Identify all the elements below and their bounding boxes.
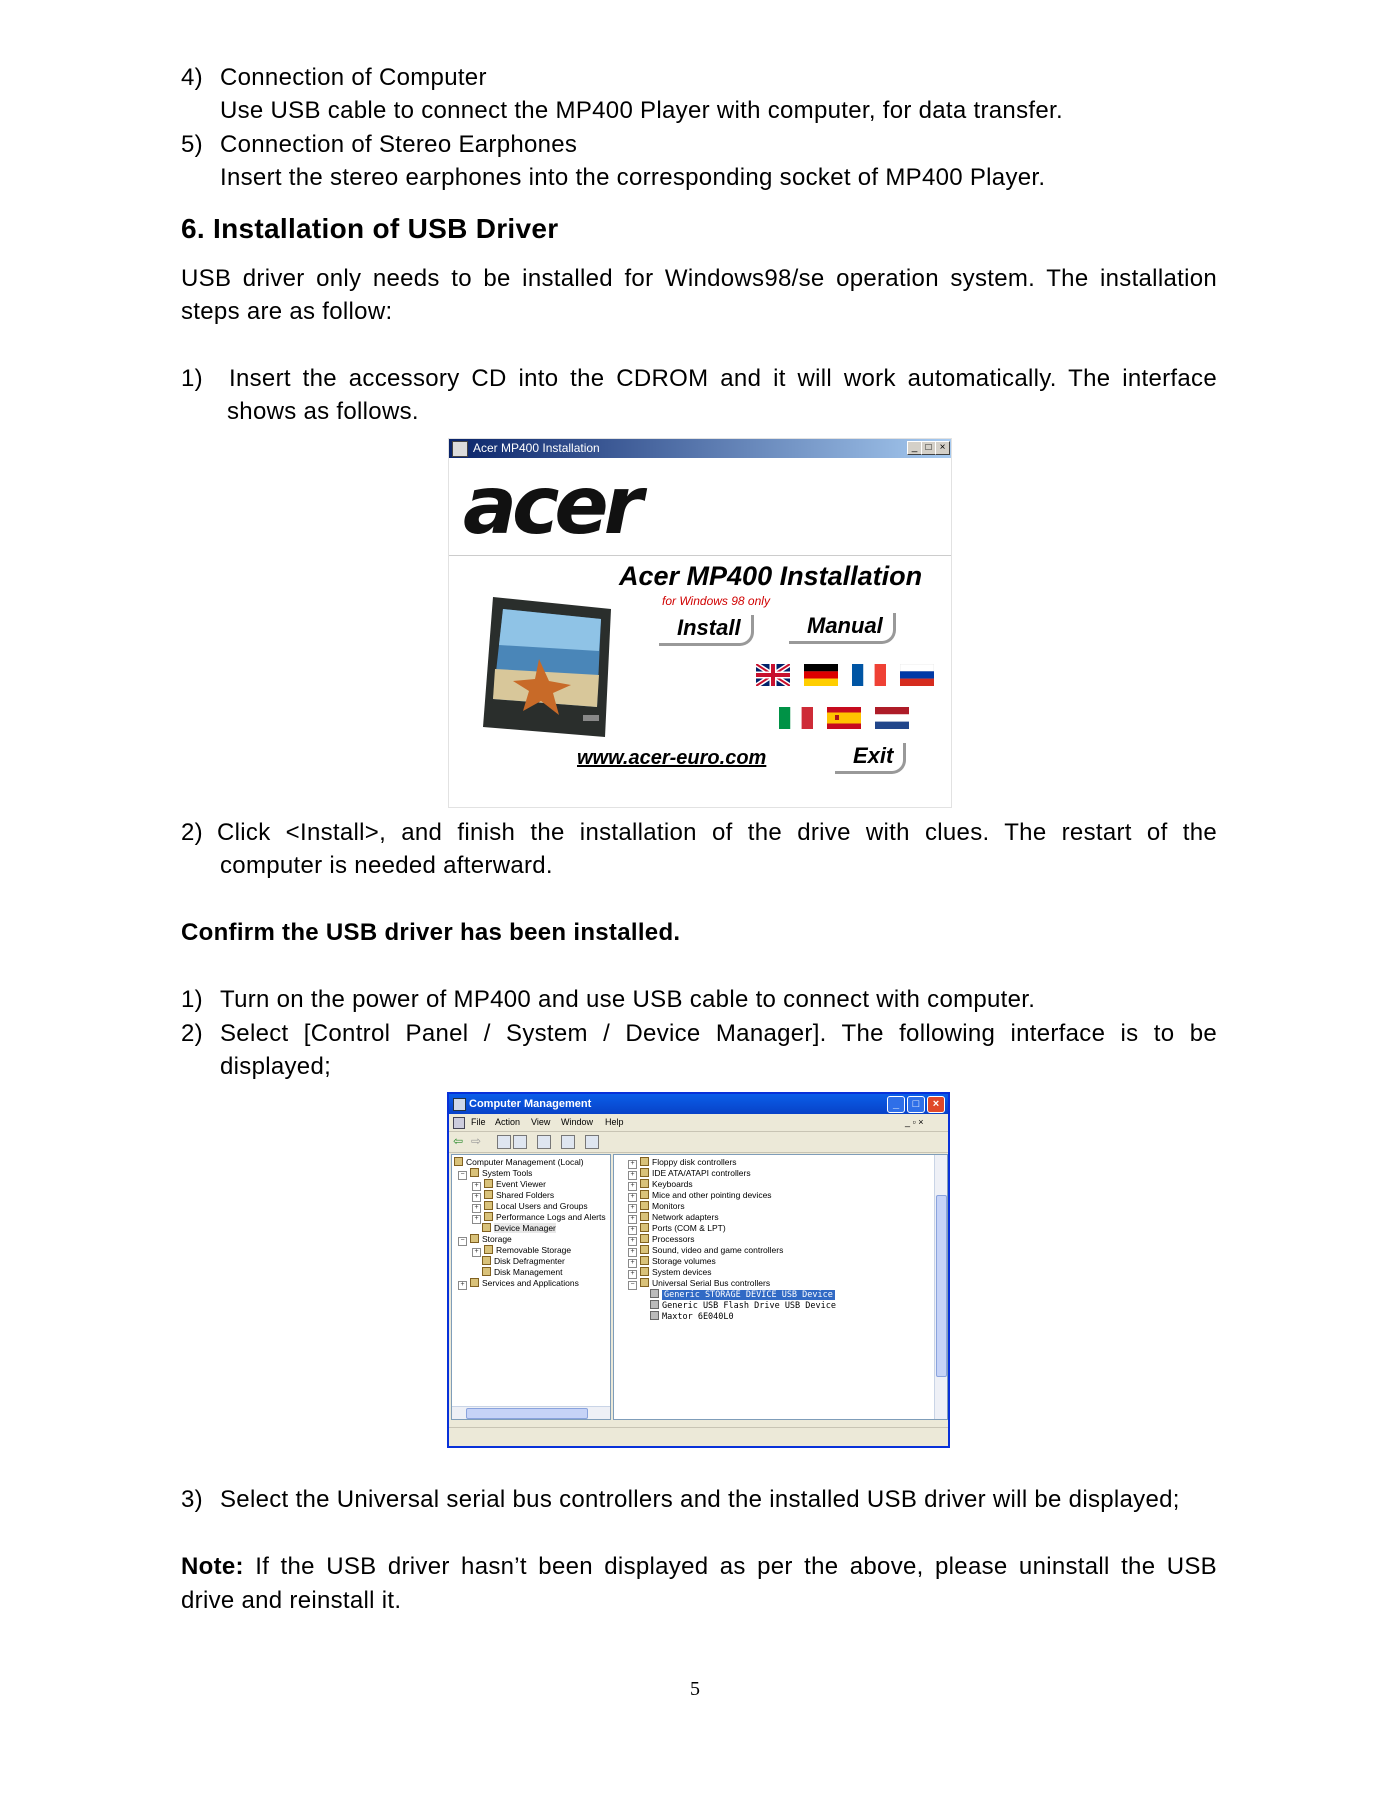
usb-device[interactable]: Maxtor 6E040L0 <box>650 1311 734 1323</box>
item-5-number: 5) <box>181 131 203 158</box>
device-category[interactable]: + Monitors <box>628 1201 685 1213</box>
back-arrow-icon[interactable]: ⇦ <box>453 1134 464 1148</box>
item-4-number: 4) <box>181 64 203 91</box>
print-icon[interactable] <box>537 1135 551 1149</box>
show-tree-icon[interactable] <box>513 1135 527 1149</box>
tree-node[interactable]: + Removable Storage <box>472 1245 571 1257</box>
item-5-body: Insert the stereo earphones into the corresponding socket of MP400 Player. <box>220 164 1046 191</box>
section-heading: 6. Installation of USB Driver <box>181 213 559 244</box>
installer-heading: Acer MP400 Installation <box>619 561 923 591</box>
confirm-step-1-number: 1) <box>181 986 203 1013</box>
tree-node[interactable]: + Performance Logs and Alerts <box>472 1212 606 1224</box>
uk-flag-icon[interactable] <box>756 664 790 686</box>
france-flag-icon[interactable] <box>852 664 886 686</box>
device-category[interactable]: + Keyboards <box>628 1179 693 1191</box>
exit-button[interactable]: Exit <box>835 743 906 774</box>
russia-flag-icon[interactable] <box>900 664 934 686</box>
confirm-step-2-number: 2) <box>181 1020 203 1047</box>
child-window-controls[interactable]: _ ▫ × <box>905 1117 924 1127</box>
minimize-button[interactable]: _ <box>907 441 922 455</box>
spain-flag-icon[interactable] <box>827 707 861 729</box>
intro-line-2: steps are as follow: <box>181 298 393 325</box>
scroll-thumb[interactable] <box>466 1408 588 1419</box>
italy-flag-icon[interactable] <box>779 707 813 729</box>
menu-window[interactable]: Window <box>561 1117 594 1127</box>
tree-node[interactable]: + Local Users and Groups <box>472 1201 588 1213</box>
netherlands-flag-icon[interactable] <box>875 707 909 729</box>
step-2-line-2: computer is needed afterward. <box>220 852 553 879</box>
confirm-step-2-line-2: displayed; <box>220 1053 332 1080</box>
item-5-title: Connection of Stereo Earphones <box>220 131 578 158</box>
cm-title-bar <box>449 1094 948 1114</box>
tree-node[interactable]: − Storage <box>458 1234 512 1246</box>
menu-file[interactable]: File <box>471 1117 486 1127</box>
vertical-scrollbar[interactable] <box>934 1155 947 1419</box>
cm-toolbar <box>449 1132 948 1153</box>
tree-node-device-manager[interactable]: Device Manager <box>482 1223 556 1234</box>
usb-device-selected[interactable]: Generic STORAGE DEVICE USB Device <box>650 1289 835 1301</box>
acer-euro-link[interactable]: www.acer-euro.com <box>577 747 767 769</box>
installer-app-icon <box>452 441 468 457</box>
close-button[interactable]: × <box>935 441 950 455</box>
manual-button[interactable]: Manual <box>789 613 896 644</box>
tree-node[interactable]: − System Tools <box>458 1168 532 1180</box>
confirm-step-2-line-1: Select [Control Panel / System / Device Manager]. The following interface is to be <box>220 1020 1217 1047</box>
device-category[interactable]: + Mice and other pointing devices <box>628 1190 772 1202</box>
menu-help[interactable]: Help <box>605 1117 624 1127</box>
properties-icon[interactable] <box>561 1135 575 1149</box>
help-icon[interactable] <box>585 1135 599 1149</box>
cm-close-button[interactable]: × <box>927 1096 945 1113</box>
menu-action[interactable]: Action <box>495 1117 521 1127</box>
scroll-thumb[interactable] <box>936 1195 947 1377</box>
device-category[interactable]: + Storage volumes <box>628 1256 716 1268</box>
installer-subtitle: for Windows 98 only <box>662 594 770 608</box>
maximize-button[interactable]: □ <box>921 441 936 455</box>
computer-icon <box>453 1098 466 1111</box>
tree-node[interactable]: Computer Management (Local) <box>454 1157 584 1168</box>
tree-node[interactable]: + Shared Folders <box>472 1190 554 1202</box>
device-category-usb[interactable]: − Universal Serial Bus controllers <box>628 1278 770 1290</box>
step-2-line-1: Click <Install>, and finish the installation of the drive with clues. The restart of the <box>217 819 1217 846</box>
note-line-1 <box>181 1550 1217 1584</box>
mmc-icon <box>453 1117 465 1129</box>
item-4-body: Use USB cable to connect the MP400 Player with computer, for data transfer. <box>220 97 1063 124</box>
step-3-text: Select the Universal serial bus controllers and the installed USB driver will be displayed; <box>220 1486 1180 1513</box>
step-1-line-1: Insert the accessory CD into the CDROM and it will work automatically. The interface <box>229 365 1217 392</box>
install-button[interactable]: Install <box>659 615 754 646</box>
step-1-line-2: shows as follows. <box>227 398 419 425</box>
menu-view[interactable]: View <box>531 1117 551 1127</box>
mp400-device-image <box>479 589 619 739</box>
note-text: If the USB driver hasn’t been displayed as per the above, please uninstall the USB <box>243 1553 1217 1580</box>
step-1-number: 1) <box>181 365 203 392</box>
device-category[interactable]: + Sound, video and game controllers <box>628 1245 783 1257</box>
cm-menu-bar <box>449 1114 948 1132</box>
divider <box>449 555 951 556</box>
acer-logo: acer <box>463 459 639 552</box>
confirm-step-1-text: Turn on the power of MP400 and use USB cable to connect with computer. <box>220 986 1036 1013</box>
step-3-number: 3) <box>181 1486 203 1513</box>
device-category[interactable]: + Processors <box>628 1234 695 1246</box>
cm-window-title: Computer Management <box>469 1098 592 1110</box>
note-line-2: drive and reinstall it. <box>181 1587 402 1614</box>
cm-minimize-button[interactable]: _ <box>887 1096 905 1113</box>
computer-management-window <box>447 1092 950 1448</box>
console-tree-pane <box>451 1154 611 1420</box>
cm-maximize-button[interactable]: □ <box>907 1096 925 1113</box>
confirm-heading: Confirm the USB driver has been installed. <box>181 919 681 946</box>
acer-title-bar <box>449 439 951 458</box>
acer-window-title: Acer MP400 Installation <box>473 441 600 455</box>
tree-node[interactable]: + Event Viewer <box>472 1179 546 1191</box>
device-category[interactable]: + System devices <box>628 1267 712 1279</box>
tree-node[interactable]: Disk Defragmenter <box>482 1256 565 1267</box>
usb-device[interactable]: Generic USB Flash Drive USB Device <box>650 1300 836 1312</box>
device-category[interactable]: + Ports (COM & LPT) <box>628 1223 726 1235</box>
note-label: Note: <box>181 1553 244 1580</box>
intro-line-1: USB driver only needs to be installed for Windows98/se operation system. The installation <box>181 265 1217 292</box>
page-number: 5 <box>690 1678 700 1700</box>
germany-flag-icon[interactable] <box>804 664 838 686</box>
item-4-title: Connection of Computer <box>220 64 487 91</box>
up-folder-icon[interactable] <box>497 1135 511 1149</box>
status-bar <box>449 1427 948 1446</box>
device-category[interactable]: + IDE ATA/ATAPI controllers <box>628 1168 751 1180</box>
step-2-number: 2) <box>181 819 203 846</box>
tree-node[interactable]: + Services and Applications <box>458 1278 579 1290</box>
device-category[interactable]: + Network adapters <box>628 1212 719 1224</box>
acer-installer-window <box>448 438 952 808</box>
device-category[interactable]: + Floppy disk controllers <box>628 1157 737 1169</box>
forward-arrow-icon[interactable]: ⇨ <box>471 1134 482 1148</box>
tree-node[interactable]: Disk Management <box>482 1267 563 1278</box>
horizontal-scrollbar[interactable] <box>452 1406 610 1419</box>
device-list-pane <box>613 1154 948 1420</box>
